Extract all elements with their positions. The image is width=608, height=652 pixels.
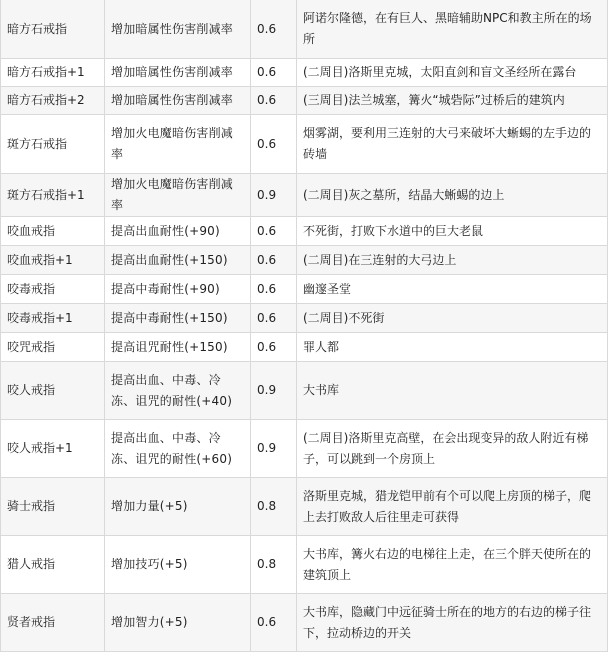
ring-name-cell: 咬血戒指 xyxy=(1,217,105,246)
ring-name-cell: 暗方石戒指 xyxy=(1,0,105,59)
ring-effect-cell: 增加暗属性伤害削减率 xyxy=(105,59,251,87)
table-row xyxy=(1,0,608,59)
ring-effect-cell: 提高出血耐性(+90) xyxy=(105,217,251,246)
ring-location-cell: 幽邃圣堂 xyxy=(297,275,608,304)
ring-name-cell: 咬咒戒指 xyxy=(1,333,105,362)
table-row xyxy=(1,420,608,478)
ring-effect-cell: 增加火电魔暗伤害削减率 xyxy=(105,115,251,174)
ring-weight-cell: 0.6 xyxy=(251,59,297,87)
table-row xyxy=(1,275,608,304)
ring-effect-cell: 增加暗属性伤害削减率 xyxy=(105,87,251,115)
ring-name-cell: 咬人戒指+1 xyxy=(1,420,105,478)
ring-name-cell: 贤者戒指 xyxy=(1,594,105,652)
ring-name-cell: 咬毒戒指 xyxy=(1,275,105,304)
ring-location-cell: 大书库 xyxy=(297,362,608,420)
ring-location-cell: 罪人都 xyxy=(297,333,608,362)
ring-location-cell: 烟雾湖，要利用三连射的大弓来破坏大蜥蜴的左手边的砖墙 xyxy=(297,115,608,174)
ring-weight-cell: 0.6 xyxy=(251,304,297,333)
ring-location-cell: 大书库，隐藏门中远征骑士所在的地方的右边的梯子往下，拉动桥边的开关 xyxy=(297,594,608,652)
table-row xyxy=(1,594,608,652)
ring-effect-cell: 提高出血、中毒、冷冻、诅咒的耐性(+60) xyxy=(105,420,251,478)
ring-weight-cell: 0.6 xyxy=(251,0,297,59)
ring-location-cell: 大书库，篝火右边的电梯往上走，在三个胖天使所在的建筑顶上 xyxy=(297,536,608,594)
ring-effect-cell: 提高出血、中毒、冷冻、诅咒的耐性(+40) xyxy=(105,362,251,420)
ring-name-cell: 暗方石戒指+1 xyxy=(1,59,105,87)
ring-location-cell: (二周目)洛斯里克高壁，在会出现变异的敌人附近有梯子，可以跳到一个房顶上 xyxy=(297,420,608,478)
ring-location-cell: (三周目)法兰城塞，篝火“城砦际”过桥后的建筑内 xyxy=(297,87,608,115)
ring-effect-cell: 提高诅咒耐性(+150) xyxy=(105,333,251,362)
ring-effect-cell: 提高中毒耐性(+90) xyxy=(105,275,251,304)
ring-weight-cell: 0.9 xyxy=(251,420,297,478)
table-row xyxy=(1,217,608,246)
ring-name-cell: 暗方石戒指+2 xyxy=(1,87,105,115)
ring-name-cell: 咬毒戒指+1 xyxy=(1,304,105,333)
table-row xyxy=(1,115,608,174)
ring-table-body xyxy=(1,0,608,652)
table-row xyxy=(1,362,608,420)
table-row xyxy=(1,246,608,275)
ring-weight-cell: 0.6 xyxy=(251,87,297,115)
table-row xyxy=(1,87,608,115)
ring-weight-cell: 0.8 xyxy=(251,536,297,594)
ring-weight-cell: 0.6 xyxy=(251,217,297,246)
ring-effect-cell: 提高出血耐性(+150) xyxy=(105,246,251,275)
ring-weight-cell: 0.6 xyxy=(251,333,297,362)
table-row xyxy=(1,59,608,87)
ring-location-cell: 阿诺尔隆德，在有巨人、黑暗辅助NPC和教主所在的场所 xyxy=(297,0,608,59)
table-row xyxy=(1,478,608,536)
ring-location-cell: 不死街，打败下水道中的巨大老鼠 xyxy=(297,217,608,246)
ring-location-cell: (二周目)不死街 xyxy=(297,304,608,333)
ring-effect-cell: 增加技巧(+5) xyxy=(105,536,251,594)
ring-name-cell: 斑方石戒指+1 xyxy=(1,174,105,217)
ring-name-cell: 斑方石戒指 xyxy=(1,115,105,174)
ring-name-cell: 猎人戒指 xyxy=(1,536,105,594)
table-row xyxy=(1,333,608,362)
table-row xyxy=(1,536,608,594)
ring-weight-cell: 0.8 xyxy=(251,478,297,536)
ring-location-cell: (二周目)洛斯里克城，太阳直剑和盲文圣经所在露台 xyxy=(297,59,608,87)
ring-effect-cell: 增加暗属性伤害削减率 xyxy=(105,0,251,59)
ring-weight-cell: 0.6 xyxy=(251,275,297,304)
ring-effect-cell: 增加火电魔暗伤害削减率 xyxy=(105,174,251,217)
ring-effect-cell: 增加力量(+5) xyxy=(105,478,251,536)
ring-weight-cell: 0.9 xyxy=(251,362,297,420)
ring-location-cell: (二周目)灰之墓所，结晶大蜥蜴的边上 xyxy=(297,174,608,217)
ring-name-cell: 骑士戒指 xyxy=(1,478,105,536)
ring-weight-cell: 0.6 xyxy=(251,594,297,652)
ring-weight-cell: 0.6 xyxy=(251,115,297,174)
ring-weight-cell: 0.9 xyxy=(251,174,297,217)
ring-effect-cell: 增加智力(+5) xyxy=(105,594,251,652)
ring-name-cell: 咬人戒指 xyxy=(1,362,105,420)
ring-location-cell: 洛斯里克城，猎龙铠甲前有个可以爬上房顶的梯子，爬上去打败敌人后往里走可获得 xyxy=(297,478,608,536)
ring-weight-cell: 0.6 xyxy=(251,246,297,275)
table-row xyxy=(1,174,608,217)
ring-effect-cell: 提高中毒耐性(+150) xyxy=(105,304,251,333)
table-row xyxy=(1,304,608,333)
ring-location-cell: (二周目)在三连射的大弓边上 xyxy=(297,246,608,275)
ring-name-cell: 咬血戒指+1 xyxy=(1,246,105,275)
